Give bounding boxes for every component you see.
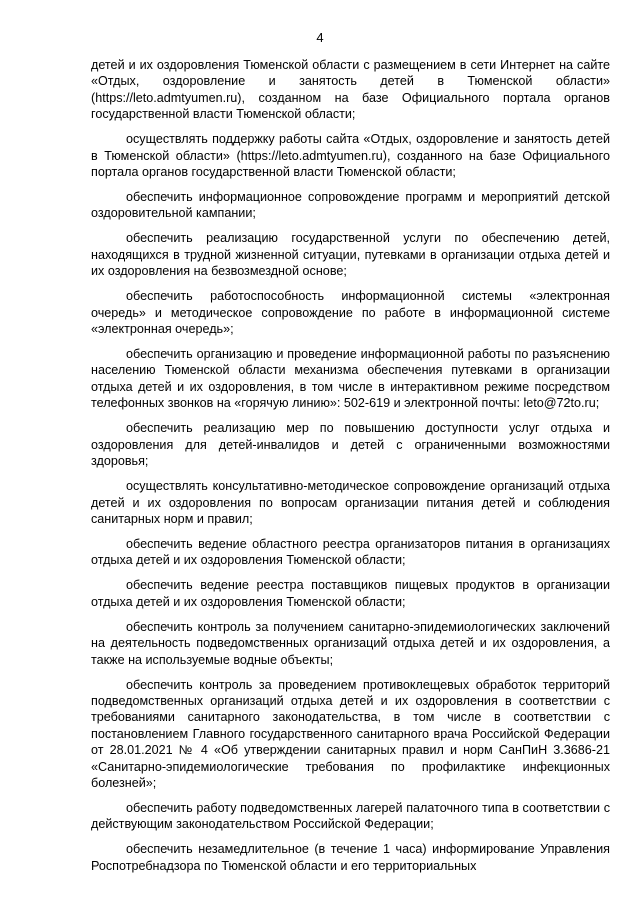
paragraph: обеспечить контроль за получением санитарно-эпидемиологических заключений на деятельность подведомственных организаций отдыха детей и их оздоровления, а также на используемые водные объекты;	[91, 619, 610, 667]
paragraph: обеспечить ведение реестра поставщиков пищевых продуктов в организации отдыха детей и их оздоровления Тюменской области;	[91, 578, 610, 609]
document-body	[91, 57, 610, 883]
paragraph: обеспечить организацию и проведение информационной работы по разъяснению населению Тюменской области механизма обеспечения путевками в организации отдыха детей и их оздоровления, в том числе в интерактивном режиме посредством телефонных звонков на «горячую линию»: 502-619 и электронной почты: leto@72to.ru;	[91, 347, 610, 411]
paragraph: обеспечить реализацию государственной услуги по обеспечению детей, находящихся в трудной жизненной ситуации, путевками в организации отдыха детей и их оздоровления на безвозмездной основе;	[91, 231, 610, 279]
paragraph: обеспечить контроль за проведением противоклещевых обработок территорий подведомственных организаций отдыха детей и их оздоровления в соответствии с требованиями санитарного законодательства, в том числе в соответствии с постановлением Главного государственного санитарного врача Российской Федерации от 28.01.2021 № 4 «Об утверждении санитарных правил и норм СанПиН 3.3686-21 «Санитарно-эпидемиологические требования по профилактике инфекционных болезней»;	[91, 677, 610, 790]
paragraph: обеспечить информационное сопровождение программ и мероприятий детской оздоровительной кампании;	[91, 190, 610, 221]
paragraph: обеспечить работу подведомственных лагерей палаточного типа в соответствии с действующим законодательством Российской Федерации;	[91, 800, 610, 832]
page-number: 4	[316, 30, 324, 45]
paragraph: осуществлять консультативно-методическое сопровождение организаций отдыха детей и их оздоровления по вопросам организации питания детей и соблюдения санитарных норм и правил;	[91, 479, 610, 526]
paragraph: обеспечить ведение областного реестра организаторов питания в организациях отдыха детей и их оздоровления Тюменской области;	[91, 536, 610, 568]
paragraph: обеспечить работоспособность информационной системы «электронная очередь» и методическое сопровождение по работе в информационной системе «электронная очередь»;	[91, 289, 610, 337]
paragraph: осуществлять поддержку работы сайта «Отдых, оздоровление и занятость детей в Тюменской области» (https://leto.admtyumen.ru), созданного на базе Официального портала органов государственной власти Тюменской области;	[91, 132, 610, 180]
paragraph: обеспечить реализацию мер по повышению доступности услуг отдыха и оздоровления для детей-инвалидов и детей с ограниченными возможностями здоровья;	[91, 421, 610, 469]
paragraph: детей и их оздоровления Тюменской области с размещением в сети Интернет на сайте «Отдых, оздоровление и занятость детей в Тюменской области» (https://leto.admtyumen.ru), созданном на базе Официального портала органов государственной власти Тюменской области;	[91, 58, 610, 122]
paragraph: обеспечить незамедлительное (в течение 1 часа) информирование Управления Роспотребнадзора по Тюменской области и его территориальных	[91, 842, 610, 873]
